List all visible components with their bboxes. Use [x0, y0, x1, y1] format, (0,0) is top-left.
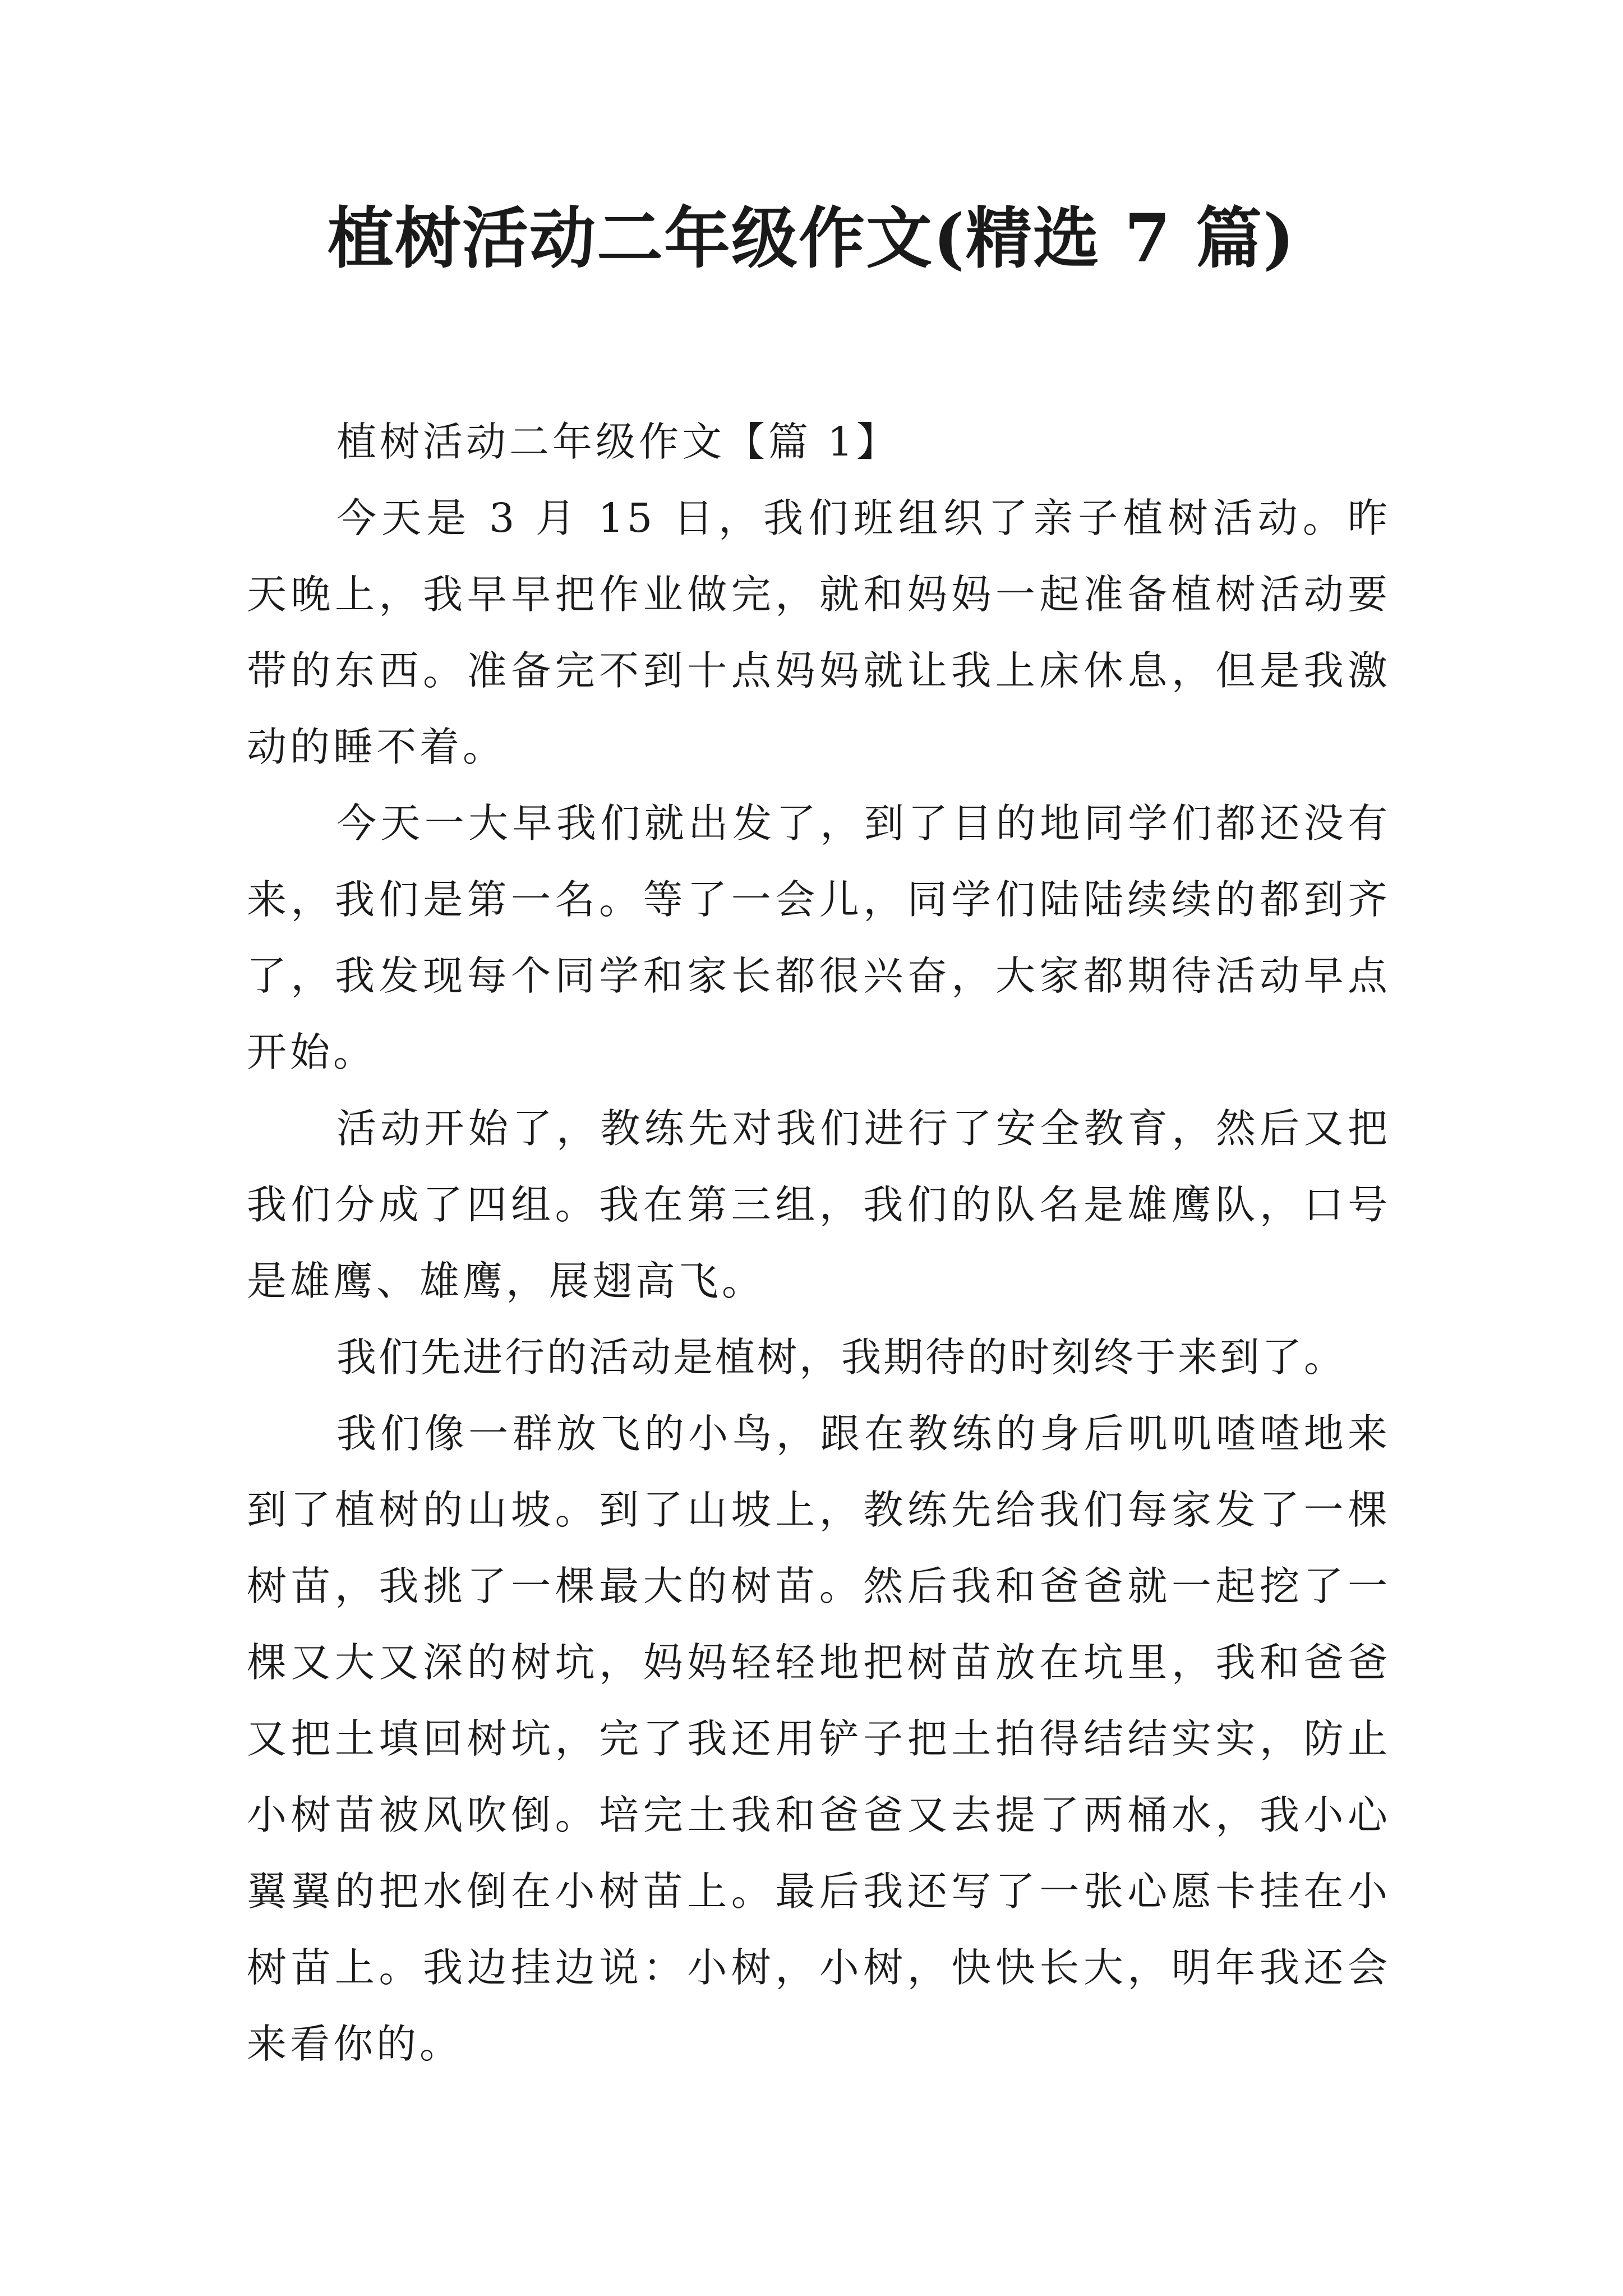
paragraph: 我们先进行的活动是植树，我期待的时刻终于来到了。 [336, 1334, 1347, 1381]
section-heading: 植树活动二年级作文【篇 1】 [336, 418, 900, 465]
paragraph: 今天一大早我们就出发了，到了目的地同学们都还没有来，我们是第一名。等了一会儿，同学们陆陆续续的都到齐了，我发现每个同学和家长都很兴奋，大家都期待活动早点开始。 [247, 800, 1391, 1075]
paragraph: 活动开始了，教练先对我们进行了安全教育，然后又把我们分成了四组。我在第三组，我们的队名是雄鹰队，口号是雄鹰、雄鹰，展翅高飞。 [247, 1105, 1391, 1304]
paragraph: 我们像一群放飞的小鸟，跟在教练的身后叽叽喳喳地来到了植树的山坡。到了山坡上，教练先给我们每家发了一棵树苗，我挑了一棵最大的树苗。然后我和爸爸就一起挖了一棵又大又深的树坑，妈妈轻轻地把树苗放在坑里，我和爸爸又把土填回树坑，完了我还用铲子把土拍得结结实实，防止小树苗被风吹倒。培完土我和爸爸又去提了两桶水，我小心翼翼的把水倒在小树苗上。最后我还写了一张心愿卡挂在小树苗上。我边挂边说：小树，小树，快快长大，明年我还会来看你的。 [247, 1410, 1391, 2067]
document-title: 植树活动二年级作文(精选 7 篇) [328, 199, 1295, 277]
document-body [247, 404, 1391, 2082]
paragraph: 今天是 3 月 15 日，我们班组织了亲子植树活动。昨天晚上，我早早把作业做完，就和妈妈一起准备植树活动要带的东西。准备完不到十点妈妈就让我上床休息，但是我激动的睡不着。 [247, 495, 1391, 770]
